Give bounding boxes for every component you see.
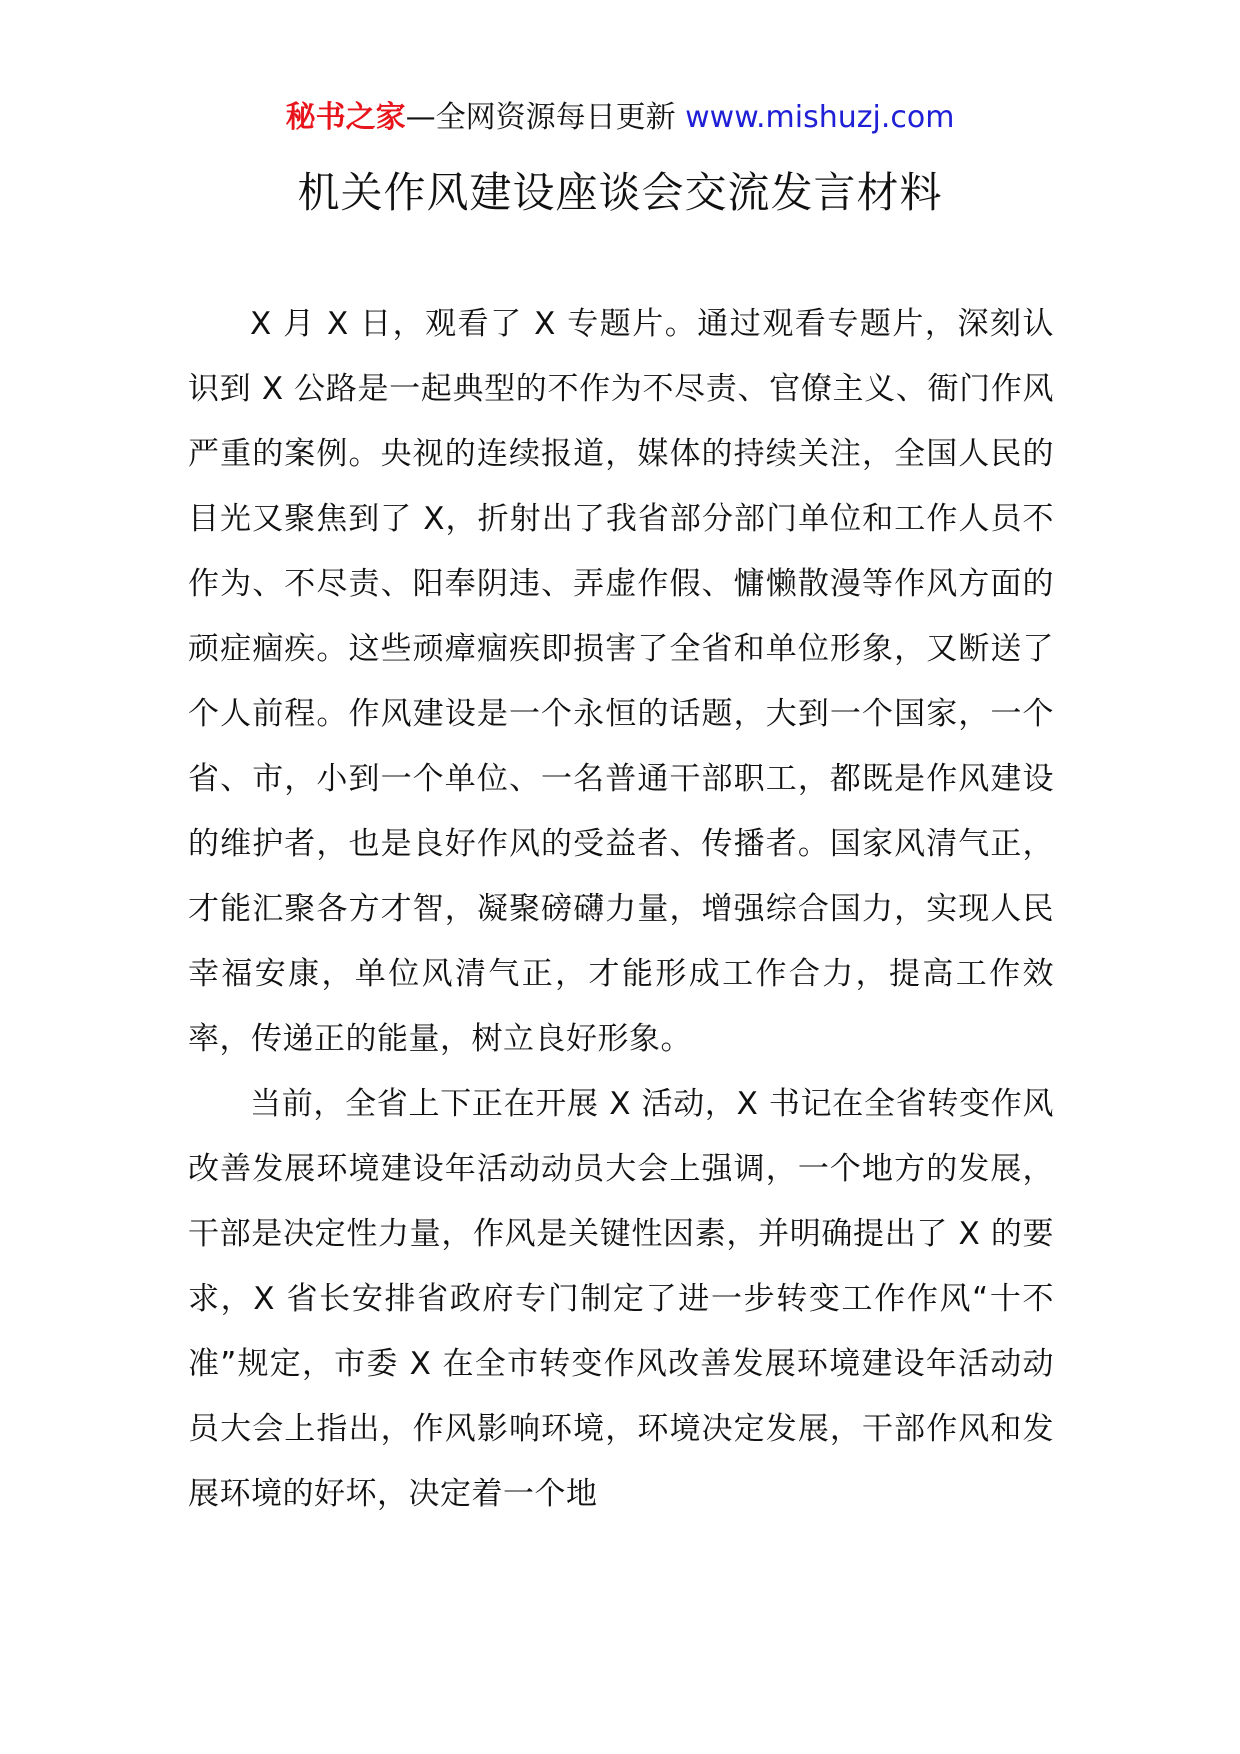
website-link[interactable]: www.mishuzj.com [685,100,955,135]
document-body [188,292,1054,1527]
page-header [0,98,1240,138]
paragraph-1: X 月 X 日，观看了 X 专题片。通过观看专题片，深刻认识到 X 公路是一起典型的不作为不尽责、官僚主义、衙门作风严重的案例。央视的连续报道，媒体的持续关注，全国人民的目光又聚焦到了 X，折射出了我省部分部门单位和工作人员不作为、不尽责、阳奉阴违、弄虚作假、慵懒散漫等作风方面的顽症痼疾。这些顽瘴痼疾即损害了全省和单位形象，又断送了个人前程。作风建设是一个永恒的话题，大到一个国家，一个省、市，小到一个单位、一名普通干部职工，都既是作风建设的维护者，也是良好作风的受益者、传播者。国家风清气正，才能汇聚各方才智，凝聚磅礴力量，增强综合国力，实现人民幸福安康，单位风清气正，才能形成工作合力，提高工作效率，传递正的能量，树立良好形象。 [188,306,1054,1057]
paragraph-2: 当前，全省上下正在开展 X 活动，X 书记在全省转变作风改善发展环境建设年活动动员大会上强调，一个地方的发展，干部是决定性力量，作风是关键性因素，并明确提出了 X 的要求，X 省长安排省政府专门制定了进一步转变工作作风“十不准”规定，市委 X 在全市转变作风改善发展环境建设年活动动员大会上指出，作风影响环境，环境决定发展，干部作风和发展环境的好坏，决定着一个地 [188,1086,1054,1512]
brand-name: 秘书之家 [285,100,406,135]
document-title: 机关作风建设座谈会交流发言材料 [297,168,943,217]
header-tagline: —全网资源每日更新 [405,100,686,135]
